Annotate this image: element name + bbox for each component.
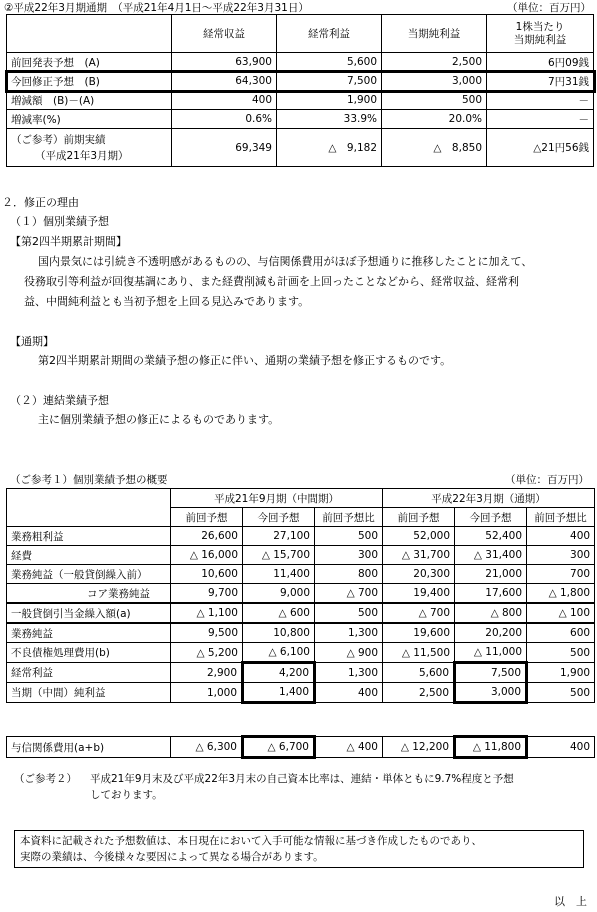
cell: 4,200: [243, 663, 315, 683]
reason-q2-label: 【第2四半期累計期間】: [10, 235, 127, 248]
cell: 800: [315, 565, 383, 584]
cell: △ 400: [315, 737, 383, 758]
forecast-header-row: [7, 15, 594, 53]
cell: 52,400: [455, 527, 527, 546]
cell: △ 15,700: [243, 546, 315, 565]
row-label: 増減額 (B)－(A): [7, 91, 172, 110]
row-label: 増減率(%): [7, 110, 172, 129]
cell: 1,300: [315, 623, 383, 643]
cell: 3,000: [382, 72, 487, 91]
cell: 19,400: [383, 584, 455, 604]
cell: 20.0%: [382, 110, 487, 129]
cell: 7,500: [455, 663, 527, 683]
reason-sub2: （２）連結業績予想: [10, 394, 109, 407]
cell: △ 6,700: [243, 737, 315, 758]
cell: △ 6,300: [171, 737, 243, 758]
cell: 600: [527, 623, 595, 643]
reason-q2-line: 国内景気には引続き不透明感があるものの、与信関係費用がほぼ予想通りに推移したことに加えて、: [38, 255, 533, 268]
header-eps-line2: 当期純利益: [513, 33, 567, 46]
reason-sub1: （１）個別業績予想: [10, 215, 109, 228]
cell: 5,600: [277, 53, 382, 72]
cell: △ 1,100: [171, 603, 243, 623]
ref1-row: [7, 623, 595, 643]
ref-label-line2: （平成21年3月期）: [35, 149, 129, 162]
ref1-subheader-row: [7, 508, 595, 527]
header-ordinary-revenue: 経常収益: [172, 15, 277, 53]
ref2-line1: 平成21年9月末及び平成22年3月末の自己資本比率は、連結・単体ともに9.7%程度と予想: [90, 773, 514, 785]
cell: △ 11,800: [455, 737, 527, 758]
cell: 21,000: [455, 565, 527, 584]
cell: 1,900: [277, 91, 382, 110]
subheader: 前回予想比: [315, 508, 383, 527]
forecast-ref-row: [7, 129, 594, 167]
cell: 33.9%: [277, 110, 382, 129]
forecast-row: [7, 91, 594, 110]
cell: 1,000: [171, 683, 243, 703]
cell: △ 31,700: [383, 546, 455, 565]
credit-cost-table: [6, 735, 595, 759]
cell: 2,500: [382, 53, 487, 72]
ref-row-label: [7, 129, 172, 167]
cell: 64,300: [172, 72, 277, 91]
ref1-row: [7, 683, 595, 703]
reason-q2-line: 役務取引等利益が回復基調にあり、また経費削減も計画を上回ったことなどから、経常収益、経常利: [24, 275, 519, 288]
cell: 5,600: [383, 663, 455, 683]
cell: △ 5,200: [171, 643, 243, 663]
ref-label-line1: （ご参考）前期実績: [11, 133, 106, 146]
cell: △ 700: [383, 603, 455, 623]
row-label: 一般貸倒引当金繰入額(a): [7, 603, 171, 623]
forecast-unit: （単位：百万円）: [507, 2, 591, 14]
row-label: 当期（中間）純利益: [7, 683, 171, 703]
cell: 7円31銭: [487, 72, 594, 91]
cell: △ 31,400: [455, 546, 527, 565]
header-ordinary-profit: 経常利益: [277, 15, 382, 53]
cell: 2,900: [171, 663, 243, 683]
group-fullyear: 平成22年3月期（通期）: [383, 489, 595, 508]
forecast-table: [6, 14, 594, 167]
row-label: 与信関係費用(a+b): [7, 737, 171, 758]
cell: △ 11,000: [455, 643, 527, 663]
cell: 11,400: [243, 565, 315, 584]
cell: －: [487, 91, 594, 110]
subheader: 前回予想比: [527, 508, 595, 527]
cell: 0.6%: [172, 110, 277, 129]
cell: △ 8,850: [382, 129, 487, 167]
reason-full-line: 第2四半期累計期間の業績予想の修正に伴い、通期の業績予想を修正するものです。: [38, 354, 452, 367]
cell: 700: [527, 565, 595, 584]
cell: 400: [315, 683, 383, 703]
row-label: 業務純益（一般貸倒繰入前）: [7, 565, 171, 584]
ref1-unit: （単位：百万円）: [505, 474, 589, 486]
ref2-label: （ご参考２）: [14, 773, 77, 785]
ref1-row: [7, 603, 595, 623]
forecast-row: [7, 53, 594, 72]
row-label: 経費: [7, 546, 171, 565]
cell: 10,800: [243, 623, 315, 643]
cell: 69,349: [172, 129, 277, 167]
ref1-table: [6, 488, 595, 704]
cell: 19,600: [383, 623, 455, 643]
disclaimer-line: 実際の業績は、今後様々な要因によって異なる場合があります。: [20, 851, 324, 863]
reason-heading: ２．修正の理由: [2, 196, 79, 209]
cell: 9,000: [243, 584, 315, 604]
cell: △ 9,182: [277, 129, 382, 167]
cell: 500: [315, 527, 383, 546]
cell: △ 100: [527, 603, 595, 623]
cell: △ 900: [315, 643, 383, 663]
ref1-row: [7, 584, 595, 604]
cell: 17,600: [455, 584, 527, 604]
cell: △ 6,100: [243, 643, 315, 663]
cell: 9,500: [171, 623, 243, 643]
header-eps: [487, 15, 594, 53]
cell: 10,600: [171, 565, 243, 584]
cell: 27,100: [243, 527, 315, 546]
forecast-title: ②平成22年3月期通期 （平成21年4月1日～平成22年3月31日）: [4, 2, 309, 14]
ref1-title: （ご参考１）個別業績予想の概要: [10, 474, 168, 486]
reason-q2-line: 益、中間純利益とも当初予想を上回る見込みであります。: [24, 295, 310, 308]
ref1-row: [7, 546, 595, 565]
ref1-row: [7, 663, 595, 683]
cell: 7,500: [277, 72, 382, 91]
cell: 63,900: [172, 53, 277, 72]
cell: 52,000: [383, 527, 455, 546]
row-label: 業務粗利益: [7, 527, 171, 546]
ref1-row: [7, 565, 595, 584]
subheader: 前回予想: [171, 508, 243, 527]
cell: 500: [527, 643, 595, 663]
cell: 26,600: [171, 527, 243, 546]
disclaimer-line: 本資料に記載された予想数値は、本日現在において入手可能な情報に基づき作成したものであり、: [20, 835, 482, 847]
subheader: 今回予想: [243, 508, 315, 527]
cell: △ 700: [315, 584, 383, 604]
cell: 1,300: [315, 663, 383, 683]
cell: 20,200: [455, 623, 527, 643]
cell: 6円09銭: [487, 53, 594, 72]
cell: △ 12,200: [383, 737, 455, 758]
row-label: 経常利益: [7, 663, 171, 683]
end-mark: 以 上: [554, 895, 587, 908]
cell: 20,300: [383, 565, 455, 584]
row-label: 今回修正予想 (B): [7, 72, 172, 91]
cell: △ 800: [455, 603, 527, 623]
cell: △ 11,500: [383, 643, 455, 663]
cell: △ 1,800: [527, 584, 595, 604]
cell: 400: [527, 737, 595, 758]
cell: 1,900: [527, 663, 595, 683]
ref1-row: [7, 527, 595, 546]
disclaimer-box: [14, 830, 584, 868]
cell: △ 16,000: [171, 546, 243, 565]
cell: △ 600: [243, 603, 315, 623]
cell: 500: [315, 603, 383, 623]
ref1-row: [7, 643, 595, 663]
subheader: 前回予想: [383, 508, 455, 527]
cell: 300: [315, 546, 383, 565]
forecast-row-highlight: [7, 72, 594, 91]
row-label: 業務純益: [7, 623, 171, 643]
cell: 2,500: [383, 683, 455, 703]
ref2-line2: しております。: [90, 789, 163, 801]
cell: 500: [527, 683, 595, 703]
group-interim: 平成21年9月期（中間期）: [171, 489, 383, 508]
cell: 3,000: [455, 683, 527, 703]
cell: －: [487, 110, 594, 129]
cell: 400: [527, 527, 595, 546]
header-net-income: 当期純利益: [382, 15, 487, 53]
row-label: 不良債権処理費用(b): [7, 643, 171, 663]
reason-sub2-line: 主に個別業績予想の修正によるものであります。: [38, 413, 280, 426]
reason-full-label: 【通期】: [10, 335, 54, 348]
cell: 400: [172, 91, 277, 110]
forecast-row: [7, 110, 594, 129]
cell: △21円56銭: [487, 129, 594, 167]
cell: 300: [527, 546, 595, 565]
row-label: コア業務純益: [7, 584, 171, 604]
header-eps-line1: 1株当たり: [515, 20, 565, 33]
cell: 9,700: [171, 584, 243, 604]
ref1-group-row: [7, 489, 595, 508]
cell: 1,400: [243, 683, 315, 703]
credit-cost-row: [7, 737, 595, 758]
cell: 500: [382, 91, 487, 110]
subheader: 今回予想: [455, 508, 527, 527]
row-label: 前回発表予想 (A): [7, 53, 172, 72]
